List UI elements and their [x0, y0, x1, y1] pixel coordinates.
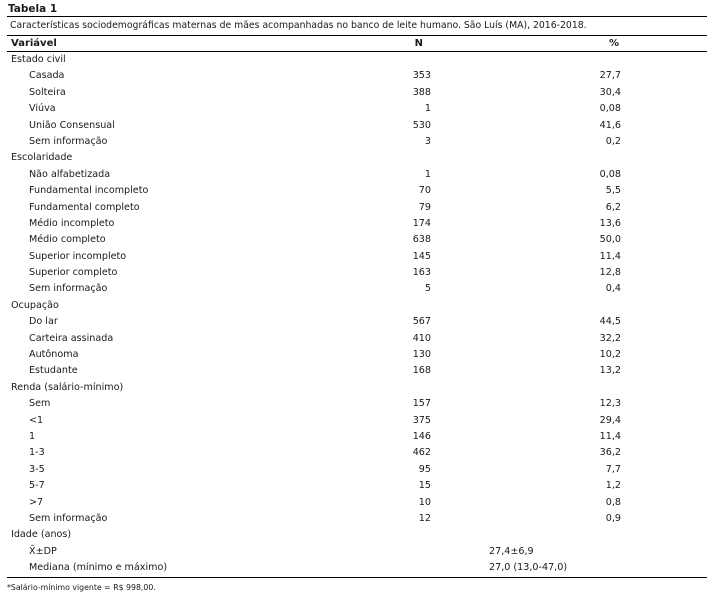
row-label: Médio incompleto: [29, 217, 115, 229]
row-pct: 0,08: [599, 103, 621, 115]
row-n: 163: [412, 267, 431, 279]
row-n: 5: [424, 283, 431, 295]
row-n: 567: [412, 316, 431, 328]
row-label: Estudante: [29, 365, 78, 377]
row-pct: 36,2: [599, 447, 621, 459]
row-pct: 13,6: [599, 217, 621, 229]
header-variable: Variável: [11, 38, 57, 49]
row-pct: 0,8: [605, 496, 621, 508]
row-label: 5-7: [29, 480, 45, 492]
table-header: [7, 36, 707, 52]
row-pct: 10,2: [599, 349, 621, 361]
row-label: Viúva: [29, 103, 56, 115]
row-pct: 6,2: [605, 201, 621, 213]
table-row: [7, 413, 707, 429]
row-pct: 7,7: [605, 463, 621, 475]
section-title: Estado civil: [11, 54, 66, 65]
section-row: [7, 527, 707, 543]
table-row: [7, 445, 707, 461]
row-label: Médio completo: [29, 234, 106, 246]
row-pct: 44,5: [599, 316, 621, 328]
row-pct: 0,2: [605, 135, 621, 147]
table-row: [7, 495, 707, 511]
section-row: [7, 52, 707, 68]
table-document: [7, 2, 707, 592]
table-row: [7, 101, 707, 117]
table-row: [7, 396, 707, 412]
row-n: 353: [412, 70, 431, 82]
row-pct: 5,5: [605, 185, 621, 197]
row-pct: 50,0: [599, 234, 621, 246]
table-row: [7, 511, 707, 527]
row-pct: 11,4: [599, 250, 621, 262]
row-label: Carteira assinada: [29, 332, 114, 344]
section-title: Idade (anos): [11, 529, 72, 541]
section-row: [7, 150, 707, 166]
section-row: [7, 298, 707, 314]
table-row: [7, 462, 707, 478]
row-pct: 0,08: [599, 168, 621, 180]
row-pct: 12,8: [599, 267, 621, 279]
row-n: 10: [418, 496, 431, 508]
row-label: Autônoma: [29, 349, 79, 361]
table-footnote: *Salário-mínimo vigente = R$ 998,00.: [7, 582, 156, 592]
row-value: 27,4±6,9: [489, 545, 534, 557]
table-row: [7, 560, 707, 576]
table-row: [7, 363, 707, 379]
section-title: Escolaridade: [11, 152, 73, 164]
row-label: Sem informação: [29, 135, 108, 147]
table-row: [7, 249, 707, 265]
table-row: [7, 200, 707, 216]
table-row: [7, 118, 707, 134]
row-label: <1: [29, 414, 44, 426]
row-n: 174: [412, 217, 431, 229]
table-row: [7, 232, 707, 248]
row-n: 3: [424, 135, 431, 147]
row-label: Casada: [29, 70, 65, 82]
row-n: 79: [418, 201, 431, 213]
row-n: 388: [412, 86, 431, 98]
table-row: [7, 68, 707, 84]
header-pct: %: [608, 38, 619, 49]
row-n: 130: [412, 349, 431, 361]
row-label: Do lar: [29, 316, 58, 328]
row-label: 1: [29, 430, 36, 442]
row-n: 157: [412, 398, 431, 410]
row-pct: 0,4: [605, 283, 621, 295]
row-pct: 27,7: [599, 70, 621, 82]
table-row: [7, 331, 707, 347]
header-n: N: [414, 38, 423, 49]
row-n: 15: [418, 480, 431, 492]
table-row: [7, 314, 707, 330]
row-label: Superior completo: [29, 267, 118, 279]
row-pct: 13,2: [599, 365, 621, 377]
row-n: 638: [412, 234, 431, 246]
table-body: [7, 52, 707, 578]
table-row: [7, 85, 707, 101]
row-pct: 29,4: [599, 414, 621, 426]
row-n: 95: [418, 463, 431, 475]
table-row: [7, 544, 707, 560]
row-pct: 1,2: [605, 480, 621, 492]
row-label: Sem informação: [29, 512, 108, 524]
row-label: Sem informação: [29, 283, 108, 295]
row-pct: 41,6: [599, 119, 621, 131]
table-row: [7, 167, 707, 183]
row-n: 145: [412, 250, 431, 262]
row-n: 530: [412, 119, 431, 131]
table-row: [7, 347, 707, 363]
row-label: Fundamental incompleto: [29, 185, 149, 197]
row-n: 146: [412, 430, 431, 442]
table-label: Tabela 1: [7, 2, 707, 17]
row-n: 1: [424, 103, 431, 115]
row-n: 70: [418, 185, 431, 197]
table-row: [7, 281, 707, 297]
row-n: 1: [424, 168, 431, 180]
row-label: União Consensual: [29, 119, 115, 131]
row-n: 462: [412, 447, 431, 459]
section-title: Ocupação: [11, 299, 59, 311]
table-row: [7, 429, 707, 445]
row-n: 410: [412, 332, 431, 344]
row-pct: 0,9: [605, 512, 621, 524]
table-row: [7, 478, 707, 494]
row-label: Sem: [29, 398, 51, 410]
row-label: 3-5: [29, 463, 45, 475]
section-row: [7, 380, 707, 396]
table-row: [7, 183, 707, 199]
row-pct: 30,4: [599, 86, 621, 98]
row-label: Mediana (mínimo e máximo): [29, 562, 168, 574]
row-label: X̄±DP: [29, 545, 57, 557]
row-n: 375: [412, 414, 431, 426]
row-label: 1-3: [29, 447, 45, 459]
row-label: Superior incompleto: [29, 250, 127, 262]
table-row: [7, 265, 707, 281]
row-pct: 12,3: [599, 398, 621, 410]
row-n: 12: [418, 512, 431, 524]
table-row: [7, 216, 707, 232]
table-row: [7, 134, 707, 150]
row-n: 168: [412, 365, 431, 377]
row-pct: 11,4: [599, 430, 621, 442]
row-pct: 32,2: [599, 332, 621, 344]
row-label: >7: [29, 496, 44, 508]
section-title: Renda (salário-mínimo): [11, 381, 124, 393]
row-value: 27,0 (13,0-47,0): [489, 562, 568, 574]
row-label: Fundamental completo: [29, 201, 140, 213]
table-caption: Características sociodemográficas maternas de mães acompanhadas no banco de leite humano. São Luís (MA), 2016-2018.: [7, 17, 707, 36]
row-label: Não alfabetizada: [29, 168, 111, 180]
row-label: Solteira: [29, 86, 66, 98]
